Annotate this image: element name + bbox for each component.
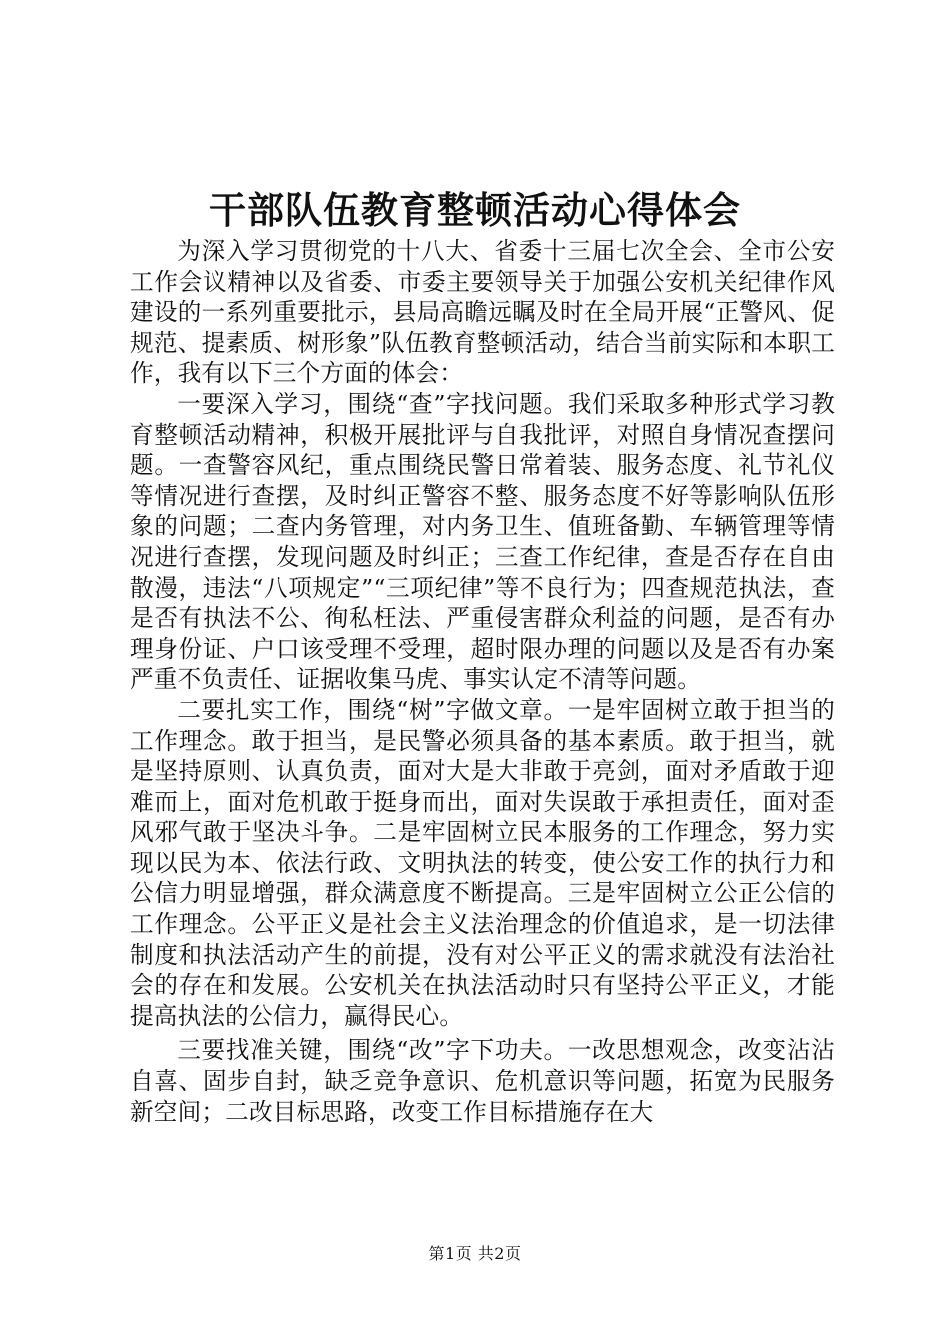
document-title: 干部队伍教育整顿活动心得体会 <box>209 188 741 232</box>
document-body <box>130 236 835 1127</box>
paragraph-intro: 为深入学习贯彻党的十八大、省委十三届七次全会、全市公安工作会议精神以及省委、市委主要领导关于加强公安机关纪律作风建设的一系列重要批示，县局高瞻远瞩及时在全局开展“正警风、促规范、提素质、树形象”队伍教育整顿活动，结合当前实际和本职工作，我有以下三个方面的体会： <box>130 237 835 388</box>
paragraph-point-two: 二要扎实工作，围绕“树”字做文章。一是牢固树立敢于担当的工作理念。敢于担当，是民警必须具备的基本素质。敢于担当，就是坚持原则、认真负责，面对大是大非敢于亮剑，面对矛盾敢于迎难而上，面对危机敢于挺身而出，面对失误敢于承担责任，面对歪风邪气敢于坚决斗争。二是牢固树立民本服务的工作理念，努力实现以民为本、依法行政、文明执法的转变，使公安工作的执行力和公信力明显增强，群众满意度不断提高。三是牢固树立公正公信的工作理念。公平正义是社会主义法治理念的价值追求，是一切法律制度和执法活动产生的前提，没有对公平正义的需求就没有法治社会的存在和发展。公安机关在执法活动时只有坚持公平正义，才能提高执法的公信力，赢得民心。 <box>130 695 835 1030</box>
paragraph-point-three: 三要找准关键，围绕“改”字下功夫。一改思想观念，改变沾沾自喜、固步自封，缺乏竞争意识、危机意识等问题，拓宽为民服务新空间；二改目标思路，改变工作目标措施存在大 <box>130 1036 835 1126</box>
page-number-footer: 第1页 共2页 <box>428 1244 522 1263</box>
paragraph-point-one: 一要深入学习，围绕“查”字找问题。我们采取多种形式学习教育整顿活动精神，积极开展批评与自我批评，对照自身情况查摆问题。一查警容风纪，重点围绕民警日常着装、服务态度、礼节礼仪等情况进行查摆，及时纠正警容不整、服务态度不好等影响队伍形象的问题；二查内务管理，对内务卫生、值班备勤、车辆管理等情况进行查摆，发现问题及时纠正；三查工作纪律，查是否存在自由散漫，违法“八项规定”“三项纪律”等不良行为；四查规范执法，查是否有执法不公、徇私枉法、严重侵害群众利益的问题，是否有办理身份证、户口该受理不受理，超时限办理的问题以及是否有办案严重不负责任、证据收集马虎、事实认定不清等问题。 <box>130 389 835 694</box>
